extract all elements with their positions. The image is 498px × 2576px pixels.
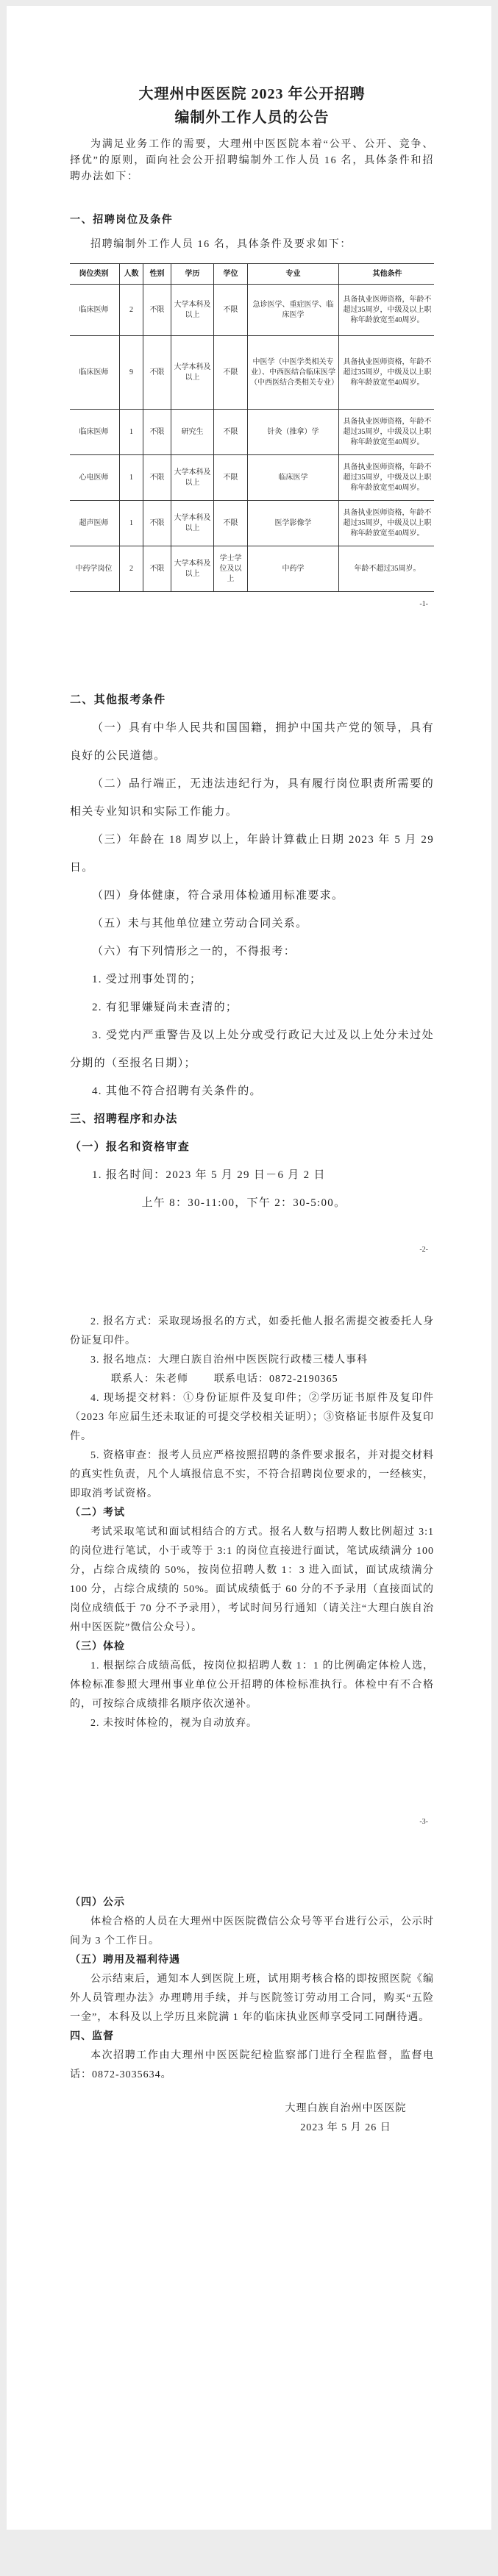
table-cell: 具备执业医师资格，年龄不超过35周岁，中级及以上职称年龄放宽至40周岁。 — [339, 336, 435, 410]
document-sheet — [7, 6, 491, 2530]
subheading-employment: （五）聘用及福利待遇 — [70, 1955, 180, 1966]
table-header-cell: 其他条件 — [339, 264, 435, 285]
registration-hours: 上午 8：30-11:00，下午 2：30-5:00。 — [141, 1197, 346, 1209]
table-cell: 医学影像学 — [248, 501, 339, 546]
table-cell: 不限 — [214, 285, 248, 336]
table-cell: 不限 — [214, 455, 248, 501]
exam-paragraph: 考试采取笔试和面试相结合的方式。报名人数与招聘人数比例超过 3:1 的岗位进行笔试，小于或等于 3:1 的岗位直接进行面试，笔试成绩满分 100 分，占综合成绩的 50%，按岗位招聘人数 1：3 进入面试，面试成绩满分 100 分，占综合成绩的 50%。面试成绩低于 60 分的不予录用（直接面试的岗位成绩低于 70 分不予录用），考试时间另行通知（请关注“大理白族自治州中医医院”微信公众号）。 — [70, 1527, 434, 1633]
table-cell: 大学本科及以上 — [171, 546, 214, 592]
table-cell: 不限 — [214, 410, 248, 455]
document-page-4 — [70, 1894, 434, 2519]
table-cell: 研究生 — [171, 410, 214, 455]
table-cell: 中医学（中医学类相关专业）、中西医结合临床医学（中西医结合类相关专业） — [248, 336, 339, 410]
exclusion-item: 4. 其他不符合招聘有关条件的。 — [92, 1085, 262, 1097]
subheading-publicity: （四）公示 — [70, 1897, 125, 1908]
table-header-row — [70, 264, 434, 285]
table-cell: 急诊医学、重症医学、临床医学 — [248, 285, 339, 336]
table-cell: 不限 — [143, 336, 171, 410]
contact-phone: 联系电话：0872-2190365 — [214, 1374, 338, 1385]
table-header-cell: 性别 — [143, 264, 171, 285]
section-heading-positions: 一、招聘岗位及条件 — [70, 215, 174, 226]
table-header-cell: 学位 — [214, 264, 248, 285]
document-title-line-1: 大理州中医医院 2023 年公开招聘 — [138, 86, 366, 102]
table-row — [70, 546, 434, 592]
table-row — [70, 336, 434, 410]
exclusion-item: 2. 有犯罪嫌疑尚未查清的； — [92, 1002, 238, 1013]
table-cell: 具备执业医师资格，年龄不超过35周岁，中级及以上职称年龄放宽至40周岁。 — [339, 455, 435, 501]
publicity-paragraph: 体检合格的人员在大理州中医医院微信公众号等平台进行公示，公示时间为 3 个工作日。 — [70, 1916, 434, 1947]
table-cell: 不限 — [143, 285, 171, 336]
subheading-exam: （二）考试 — [70, 1508, 125, 1519]
condition-item: （一）具有中华人民共和国国籍，拥护中国共产党的领导，具有良好的公民道德。 — [70, 722, 434, 762]
page-number: -1- — [419, 600, 428, 608]
table-cell: 临床医学 — [248, 455, 339, 501]
table-cell: 临床医师 — [70, 410, 120, 455]
exclusion-item: 3. 受党内严重警告及以上处分或受行政记大过及以上处分未过处分期的（至报名日期）； — [70, 1030, 434, 1069]
document-title-line-2: 编制外工作人员的公告 — [174, 110, 330, 126]
table-cell: 不限 — [143, 501, 171, 546]
table-header-cell: 专业 — [248, 264, 339, 285]
table-header-cell: 学历 — [171, 264, 214, 285]
physical-exam-item: 1. 根据综合成绩高低，按岗位拟招聘人数 1：1 的比例确定体检人选，体检标准参照大理州事业单位公开招聘的体检标准执行。体检中有不合格的，可按综合成绩排名顺序依次递补。 — [70, 1660, 434, 1710]
document-page-3 — [70, 1313, 434, 1842]
table-cell: 不限 — [143, 455, 171, 501]
registration-method: 2. 报名方式：采取现场报名的方式，如委托他人报名需提交被委托人身份证复印件。 — [70, 1316, 434, 1346]
table-cell: 具备执业医师资格，年龄不超过35周岁，中级及以上职称年龄放宽至40周岁。 — [339, 410, 435, 455]
table-header-cell: 岗位类别 — [70, 264, 120, 285]
table-row — [70, 285, 434, 336]
table-cell: 大学本科及以上 — [171, 501, 214, 546]
condition-item: （四）身体健康，符合录用体检通用标准要求。 — [92, 890, 344, 902]
condition-item: （五）未与其他单位建立劳动合同关系。 — [92, 918, 308, 930]
subheading-physical-exam: （三）体检 — [70, 1641, 125, 1652]
section-heading-supervision: 四、监督 — [70, 2031, 114, 2042]
employment-paragraph: 公示结束后，通知本人到医院上班，试用期考核合格的即按照医院《编外人员管理办法》办理聘用手续，并与医院签订劳动用工合同，购买“五险一金”，本科及以上学历且来院满 1 年的临床执业医师享受同工同酬待遇。 — [70, 1974, 434, 2023]
table-cell: 学士学位及以上 — [214, 546, 248, 592]
table-cell: 2 — [120, 285, 143, 336]
table-cell: 2 — [120, 546, 143, 592]
table-cell: 心电医师 — [70, 455, 120, 501]
table-cell: 大学本科及以上 — [171, 285, 214, 336]
contact-line — [70, 1370, 434, 1389]
table-cell: 大学本科及以上 — [171, 455, 214, 501]
condition-item: （六）有下列情形之一的，不得报考： — [92, 946, 296, 957]
document-page-2 — [70, 686, 434, 1267]
section-heading-other-conditions: 二、其他报考条件 — [70, 694, 166, 706]
table-cell: 不限 — [214, 336, 248, 410]
table-cell: 临床医师 — [70, 285, 120, 336]
table-cell: 中药学岗位 — [70, 546, 120, 592]
exclusion-item: 1. 受过刑事处罚的； — [92, 974, 202, 985]
table-header-cell: 人数 — [120, 264, 143, 285]
contact-person: 联系人：朱老师 — [111, 1374, 188, 1385]
document-page-1 — [70, 74, 434, 618]
table-cell: 具备执业医师资格，年龄不超过35周岁，中级及以上职称年龄放宽至40周岁。 — [339, 501, 435, 546]
table-row — [70, 455, 434, 501]
table-cell: 9 — [120, 336, 143, 410]
qualification-review: 5. 资格审查：报考人员应严格按照招聘的条件要求报名，并对提交材料的真实性负责，凡个人填报信息不实，不符合招聘岗位要求的，一经核实，即取消考试资格。 — [70, 1450, 434, 1499]
page-number: -2- — [419, 1246, 428, 1254]
table-cell: 1 — [120, 455, 143, 501]
positions-table — [70, 263, 434, 592]
section-heading-procedure: 三、招聘程序和办法 — [70, 1113, 178, 1125]
signature-organization: 大理白族自治州中医医院 — [285, 2103, 407, 2114]
table-row — [70, 410, 434, 455]
table-cell: 1 — [120, 410, 143, 455]
intro-paragraph: 为满足业务工作的需要，大理州中医医院本着“公平、公开、竞争、择优”的原则，面向社会公开招聘编制外工作人员 16 名，具体条件和招聘办法如下： — [70, 139, 434, 182]
table-cell: 年龄不超过35周岁。 — [339, 546, 435, 592]
signature-date: 2023 年 5 月 26 日 — [300, 2122, 391, 2133]
page-number: -3- — [419, 1818, 428, 1826]
subheading-registration: （一）报名和资格审查 — [70, 1141, 191, 1153]
table-cell: 中药学 — [248, 546, 339, 592]
registration-place: 3. 报名地点：大理白族自治州中医医院行政楼三楼人事科 — [90, 1355, 368, 1366]
table-cell: 超声医师 — [70, 501, 120, 546]
supervision-paragraph: 本次招聘工作由大理州中医医院纪检监察部门进行全程监督，监督电话：0872-3035634。 — [70, 2050, 434, 2080]
table-row — [70, 501, 434, 546]
table-cell: 不限 — [143, 546, 171, 592]
physical-exam-item: 2. 未按时体检的，视为自动放弃。 — [90, 1718, 257, 1729]
table-cell: 针灸（推拿）学 — [248, 410, 339, 455]
condition-item: （二）品行端正，无违法违纪行为，具有履行岗位职责所需要的相关专业知识和实际工作能力。 — [70, 778, 434, 818]
table-cell: 具备执业医师资格，年龄不超过35周岁，中级及以上职称年龄放宽至40周岁。 — [339, 285, 435, 336]
signature-block — [272, 2099, 419, 2138]
condition-item: （三）年龄在 18 周岁以上，年龄计算截止日期 2023 年 5 月 29 日。 — [70, 834, 434, 874]
positions-lead-text: 招聘编制外工作人员 16 名，具体条件及要求如下： — [90, 239, 352, 250]
table-cell: 不限 — [214, 501, 248, 546]
table-cell: 大学本科及以上 — [171, 336, 214, 410]
required-materials: 4. 现场提交材料：①身份证原件及复印件；②学历证书原件及复印件（2023 年应届生还未取证的可提交学校相关证明）；③资格证书原件及复印件。 — [70, 1393, 434, 1442]
table-cell: 临床医师 — [70, 336, 120, 410]
table-cell: 1 — [120, 501, 143, 546]
registration-time: 1. 报名时间：2023 年 5 月 29 日－6 月 2 日 — [92, 1169, 326, 1181]
table-cell: 不限 — [143, 410, 171, 455]
